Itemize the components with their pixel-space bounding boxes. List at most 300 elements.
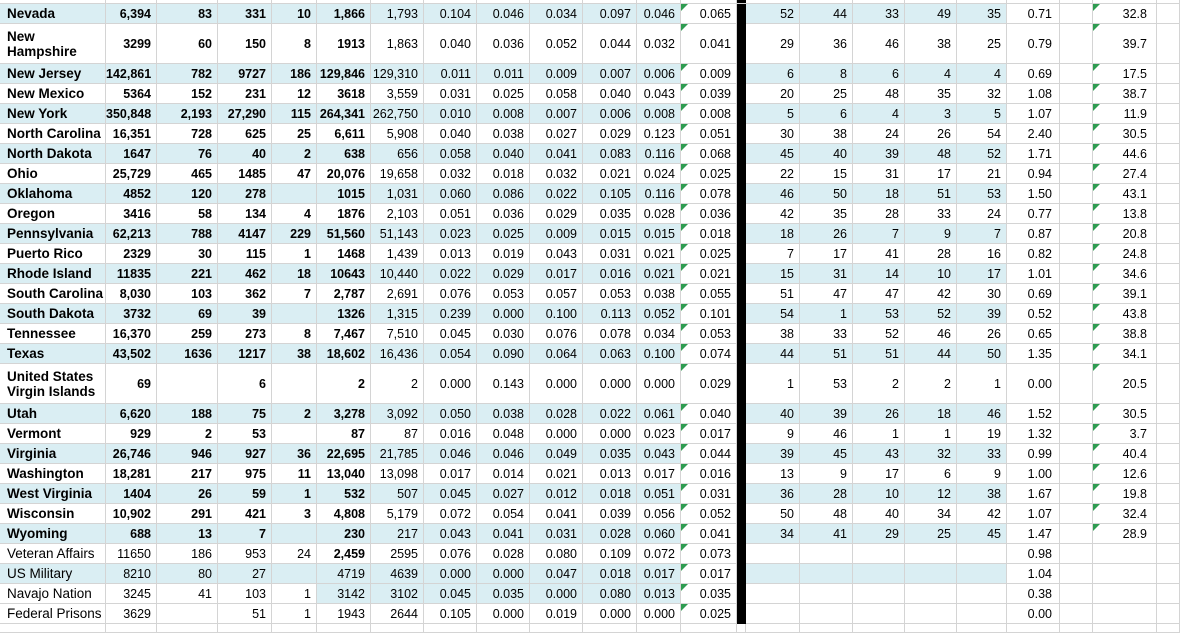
cell[interactable]: 1: [272, 584, 317, 604]
row-label[interactable]: North Carolina: [0, 124, 106, 144]
cell[interactable]: 48: [905, 144, 957, 164]
cell[interactable]: 38.7: [1093, 84, 1157, 104]
cell[interactable]: 18: [272, 264, 317, 284]
empty-cell[interactable]: [1060, 424, 1093, 444]
cell[interactable]: 52: [853, 324, 905, 344]
cell[interactable]: 0.053: [583, 284, 637, 304]
cell[interactable]: 41: [157, 584, 218, 604]
cell[interactable]: 946: [157, 444, 218, 464]
cell[interactable]: 0.019: [477, 244, 530, 264]
cell[interactable]: 1.35: [1007, 344, 1060, 364]
cell[interactable]: 0.040: [424, 124, 477, 144]
row-label[interactable]: Federal Prisons: [0, 604, 106, 624]
cell[interactable]: 115: [272, 104, 317, 124]
cell[interactable]: 421: [218, 504, 272, 524]
cell[interactable]: 3732: [106, 304, 157, 324]
empty-cell[interactable]: [1060, 444, 1093, 464]
cell[interactable]: 0.022: [424, 264, 477, 284]
empty-cell[interactable]: [1157, 404, 1180, 424]
cell[interactable]: 38: [746, 324, 800, 344]
cell[interactable]: 0.064: [530, 344, 583, 364]
empty-cell[interactable]: [1060, 504, 1093, 524]
cell[interactable]: 33: [800, 324, 853, 344]
cell[interactable]: 0.074: [681, 344, 737, 364]
cell[interactable]: 46: [853, 24, 905, 64]
cell[interactable]: 19.8: [1093, 484, 1157, 504]
cell[interactable]: 9: [957, 464, 1007, 484]
cell[interactable]: 0.000: [583, 364, 637, 404]
cell[interactable]: 0.078: [583, 324, 637, 344]
row-label[interactable]: New Mexico: [0, 84, 106, 104]
cell[interactable]: 0.019: [530, 604, 583, 624]
cell[interactable]: 273: [218, 324, 272, 344]
cell[interactable]: [853, 584, 905, 604]
cell[interactable]: 0.032: [530, 164, 583, 184]
cell[interactable]: 1485: [218, 164, 272, 184]
cell[interactable]: 0.011: [424, 64, 477, 84]
cell[interactable]: 8: [272, 24, 317, 64]
cell[interactable]: 1.32: [1007, 424, 1060, 444]
cell[interactable]: 1647: [106, 144, 157, 164]
empty-cell[interactable]: [1157, 204, 1180, 224]
cell[interactable]: 0.105: [424, 604, 477, 624]
cell[interactable]: 46: [800, 424, 853, 444]
cell[interactable]: 0.000: [637, 364, 681, 404]
cell[interactable]: 0.017: [424, 464, 477, 484]
row-label[interactable]: Veteran Affairs: [0, 544, 106, 564]
cell[interactable]: 0.025: [681, 604, 737, 624]
cell[interactable]: 1,031: [371, 184, 424, 204]
cell[interactable]: 2: [371, 364, 424, 404]
cell[interactable]: 6: [218, 364, 272, 404]
cell[interactable]: 32.8: [1093, 4, 1157, 24]
cell[interactable]: 34: [746, 524, 800, 544]
cell[interactable]: 688: [106, 524, 157, 544]
cell[interactable]: 38: [905, 24, 957, 64]
cell[interactable]: 3102: [371, 584, 424, 604]
cell[interactable]: 0.38: [1007, 584, 1060, 604]
cell[interactable]: 41: [853, 244, 905, 264]
cell[interactable]: 50: [746, 504, 800, 524]
cell[interactable]: 0.032: [637, 24, 681, 64]
cell[interactable]: 16,351: [106, 124, 157, 144]
cell[interactable]: 1,863: [371, 24, 424, 64]
cell[interactable]: 38: [800, 124, 853, 144]
cell[interactable]: 217: [371, 524, 424, 544]
empty-cell[interactable]: [1157, 24, 1180, 64]
cell[interactable]: 10,440: [371, 264, 424, 284]
cell[interactable]: 0.015: [583, 224, 637, 244]
cell[interactable]: [905, 604, 957, 624]
cell[interactable]: 17.5: [1093, 64, 1157, 84]
cell[interactable]: 51: [800, 344, 853, 364]
cell[interactable]: 0.98: [1007, 544, 1060, 564]
cell[interactable]: 4: [905, 64, 957, 84]
empty-cell[interactable]: [1157, 304, 1180, 324]
cell[interactable]: 20,076: [317, 164, 371, 184]
cell[interactable]: [1093, 604, 1157, 624]
empty-cell[interactable]: [1060, 544, 1093, 564]
cell[interactable]: 29: [746, 24, 800, 64]
cell[interactable]: 6: [746, 64, 800, 84]
cell[interactable]: 34: [905, 504, 957, 524]
cell[interactable]: 0.009: [530, 224, 583, 244]
cell[interactable]: 51,143: [371, 224, 424, 244]
cell[interactable]: 5,179: [371, 504, 424, 524]
cell[interactable]: 0.82: [1007, 244, 1060, 264]
empty-cell[interactable]: [1157, 144, 1180, 164]
cell[interactable]: 35: [905, 84, 957, 104]
empty-cell[interactable]: [1157, 504, 1180, 524]
cell[interactable]: 34.1: [1093, 344, 1157, 364]
cell[interactable]: 2,459: [317, 544, 371, 564]
cell[interactable]: 0.045: [424, 324, 477, 344]
cell[interactable]: 13,040: [317, 464, 371, 484]
cell[interactable]: 0.072: [424, 504, 477, 524]
cell[interactable]: [800, 604, 853, 624]
cell[interactable]: 46: [957, 404, 1007, 424]
row-label[interactable]: South Carolina: [0, 284, 106, 304]
cell[interactable]: 0.94: [1007, 164, 1060, 184]
cell[interactable]: 0.040: [424, 24, 477, 64]
cell[interactable]: 43: [853, 444, 905, 464]
cell[interactable]: 18: [853, 184, 905, 204]
cell[interactable]: 0.029: [583, 124, 637, 144]
cell[interactable]: [853, 544, 905, 564]
row-label[interactable]: South Dakota: [0, 304, 106, 324]
cell[interactable]: 24: [272, 544, 317, 564]
cell[interactable]: [746, 544, 800, 564]
cell[interactable]: 0.073: [681, 544, 737, 564]
cell[interactable]: 25,729: [106, 164, 157, 184]
row-label[interactable]: Pennsylvania: [0, 224, 106, 244]
cell[interactable]: 625: [218, 124, 272, 144]
cell[interactable]: 0.038: [477, 124, 530, 144]
cell[interactable]: 12: [272, 84, 317, 104]
cell[interactable]: 0.69: [1007, 284, 1060, 304]
cell[interactable]: 8: [800, 64, 853, 84]
cell[interactable]: 0.052: [681, 504, 737, 524]
cell[interactable]: 0.035: [583, 444, 637, 464]
cell[interactable]: 0.031: [583, 244, 637, 264]
cell[interactable]: 87: [317, 424, 371, 444]
row-label[interactable]: Oregon: [0, 204, 106, 224]
cell[interactable]: 0.041: [530, 504, 583, 524]
cell[interactable]: 0.00: [1007, 604, 1060, 624]
cell[interactable]: 36: [800, 24, 853, 64]
cell[interactable]: 42: [905, 284, 957, 304]
cell[interactable]: 2: [157, 424, 218, 444]
cell[interactable]: 362: [218, 284, 272, 304]
cell[interactable]: 20.8: [1093, 224, 1157, 244]
empty-cell[interactable]: [1157, 464, 1180, 484]
cell[interactable]: 18: [905, 404, 957, 424]
cell[interactable]: 0.69: [1007, 64, 1060, 84]
cell[interactable]: 0.028: [583, 524, 637, 544]
cell[interactable]: 3,559: [371, 84, 424, 104]
cell[interactable]: 0.030: [477, 324, 530, 344]
cell[interactable]: 4,808: [317, 504, 371, 524]
cell[interactable]: 5364: [106, 84, 157, 104]
cell[interactable]: [853, 564, 905, 584]
cell[interactable]: 3: [272, 504, 317, 524]
cell[interactable]: 22: [746, 164, 800, 184]
cell[interactable]: 0.017: [637, 564, 681, 584]
cell[interactable]: [957, 564, 1007, 584]
cell[interactable]: 291: [157, 504, 218, 524]
cell[interactable]: 0.052: [530, 24, 583, 64]
cell[interactable]: 39.1: [1093, 284, 1157, 304]
cell[interactable]: 4: [853, 104, 905, 124]
cell[interactable]: 0.061: [637, 404, 681, 424]
cell[interactable]: 0.051: [681, 124, 737, 144]
cell[interactable]: 0.036: [681, 204, 737, 224]
cell[interactable]: [272, 304, 317, 324]
empty-cell[interactable]: [1060, 484, 1093, 504]
empty-cell[interactable]: [1157, 84, 1180, 104]
cell[interactable]: 49: [905, 4, 957, 24]
cell[interactable]: 2,787: [317, 284, 371, 304]
row-label[interactable]: Oklahoma: [0, 184, 106, 204]
cell[interactable]: 0.041: [530, 144, 583, 164]
row-label[interactable]: Vermont: [0, 424, 106, 444]
cell[interactable]: 0.013: [637, 584, 681, 604]
cell[interactable]: 30: [957, 284, 1007, 304]
cell[interactable]: 54: [957, 124, 1007, 144]
cell[interactable]: 4639: [371, 564, 424, 584]
cell[interactable]: 259: [157, 324, 218, 344]
cell[interactable]: [157, 364, 218, 404]
cell[interactable]: 33: [905, 204, 957, 224]
cell[interactable]: 51,560: [317, 224, 371, 244]
cell[interactable]: 0.080: [583, 584, 637, 604]
cell[interactable]: 43,502: [106, 344, 157, 364]
cell[interactable]: 0.024: [637, 164, 681, 184]
empty-cell[interactable]: [1157, 164, 1180, 184]
cell[interactable]: 5,908: [371, 124, 424, 144]
cell[interactable]: [957, 584, 1007, 604]
cell[interactable]: 0.116: [637, 144, 681, 164]
cell[interactable]: 278: [218, 184, 272, 204]
cell[interactable]: 6: [800, 104, 853, 124]
cell[interactable]: 35: [800, 204, 853, 224]
cell[interactable]: 0.014: [477, 464, 530, 484]
empty-cell[interactable]: [1060, 524, 1093, 544]
cell[interactable]: 0.023: [637, 424, 681, 444]
cell[interactable]: 83: [157, 4, 218, 24]
cell[interactable]: 43.8: [1093, 304, 1157, 324]
cell[interactable]: 0.000: [530, 584, 583, 604]
cell[interactable]: 39: [853, 144, 905, 164]
cell[interactable]: 8210: [106, 564, 157, 584]
cell[interactable]: 0.055: [681, 284, 737, 304]
cell[interactable]: 0.028: [477, 544, 530, 564]
cell[interactable]: 4719: [317, 564, 371, 584]
cell[interactable]: 0.029: [681, 364, 737, 404]
cell[interactable]: 40.4: [1093, 444, 1157, 464]
cell[interactable]: 13: [157, 524, 218, 544]
cell[interactable]: 0.031: [424, 84, 477, 104]
cell[interactable]: 0.008: [681, 104, 737, 124]
cell[interactable]: 0.018: [681, 224, 737, 244]
cell[interactable]: 69: [106, 364, 157, 404]
cell[interactable]: 40: [218, 144, 272, 164]
empty-cell[interactable]: [1060, 204, 1093, 224]
empty-cell[interactable]: [1060, 164, 1093, 184]
cell[interactable]: 0.053: [477, 284, 530, 304]
cell[interactable]: 24.8: [1093, 244, 1157, 264]
cell[interactable]: 6,620: [106, 404, 157, 424]
cell[interactable]: 42: [746, 204, 800, 224]
cell[interactable]: 0.000: [583, 604, 637, 624]
cell[interactable]: 0.036: [477, 24, 530, 64]
cell[interactable]: 47: [800, 284, 853, 304]
cell[interactable]: 129,310: [371, 64, 424, 84]
cell[interactable]: 0.123: [637, 124, 681, 144]
cell[interactable]: 0.065: [681, 4, 737, 24]
cell[interactable]: 7,510: [371, 324, 424, 344]
cell[interactable]: 25: [957, 24, 1007, 64]
empty-cell[interactable]: [1157, 64, 1180, 84]
cell[interactable]: 0.046: [424, 444, 477, 464]
cell[interactable]: 54: [746, 304, 800, 324]
cell[interactable]: 0.035: [477, 584, 530, 604]
cell[interactable]: 0.016: [681, 464, 737, 484]
row-label[interactable]: Texas: [0, 344, 106, 364]
cell[interactable]: 0.87: [1007, 224, 1060, 244]
cell[interactable]: 26: [853, 404, 905, 424]
cell[interactable]: 58: [157, 204, 218, 224]
cell[interactable]: 15: [746, 264, 800, 284]
cell[interactable]: 5: [746, 104, 800, 124]
cell[interactable]: 103: [218, 584, 272, 604]
cell[interactable]: 0.71: [1007, 4, 1060, 24]
cell[interactable]: 465: [157, 164, 218, 184]
cell[interactable]: 32: [905, 444, 957, 464]
row-label[interactable]: Ohio: [0, 164, 106, 184]
cell[interactable]: 26: [957, 324, 1007, 344]
cell[interactable]: 0.083: [583, 144, 637, 164]
cell[interactable]: 44.6: [1093, 144, 1157, 164]
cell[interactable]: 103: [157, 284, 218, 304]
empty-cell[interactable]: [1060, 104, 1093, 124]
cell[interactable]: 0.049: [530, 444, 583, 464]
empty-cell[interactable]: [1157, 4, 1180, 24]
row-label[interactable]: New York: [0, 104, 106, 124]
cell[interactable]: 638: [317, 144, 371, 164]
empty-cell[interactable]: [1060, 24, 1093, 64]
cell[interactable]: 0.027: [530, 124, 583, 144]
cell[interactable]: 38: [272, 344, 317, 364]
cell[interactable]: 22,695: [317, 444, 371, 464]
empty-cell[interactable]: [1060, 324, 1093, 344]
cell[interactable]: 0.017: [681, 564, 737, 584]
cell[interactable]: 1217: [218, 344, 272, 364]
cell[interactable]: 0.046: [637, 4, 681, 24]
cell[interactable]: 12: [905, 484, 957, 504]
empty-cell[interactable]: [1157, 424, 1180, 444]
cell[interactable]: 30: [746, 124, 800, 144]
cell[interactable]: 1.50: [1007, 184, 1060, 204]
cell[interactable]: 39: [746, 444, 800, 464]
cell[interactable]: 230: [317, 524, 371, 544]
cell[interactable]: 0.029: [530, 204, 583, 224]
cell[interactable]: 3.7: [1093, 424, 1157, 444]
cell[interactable]: 10: [853, 484, 905, 504]
cell[interactable]: 0.105: [583, 184, 637, 204]
cell[interactable]: 0.018: [583, 484, 637, 504]
cell[interactable]: 2: [853, 364, 905, 404]
cell[interactable]: 9: [746, 424, 800, 444]
row-label[interactable]: North Dakota: [0, 144, 106, 164]
row-label[interactable]: Wisconsin: [0, 504, 106, 524]
cell[interactable]: 2595: [371, 544, 424, 564]
cell[interactable]: 25: [905, 524, 957, 544]
cell[interactable]: 1: [272, 484, 317, 504]
cell[interactable]: 6,611: [317, 124, 371, 144]
cell[interactable]: 18: [746, 224, 800, 244]
empty-cell[interactable]: [1060, 64, 1093, 84]
cell[interactable]: 1636: [157, 344, 218, 364]
cell[interactable]: 0.016: [424, 424, 477, 444]
cell[interactable]: 462: [218, 264, 272, 284]
cell[interactable]: 0.023: [424, 224, 477, 244]
cell[interactable]: 0.021: [637, 244, 681, 264]
cell[interactable]: 0.050: [424, 404, 477, 424]
empty-cell[interactable]: [1157, 524, 1180, 544]
cell[interactable]: 46: [905, 324, 957, 344]
cell[interactable]: 0.029: [477, 264, 530, 284]
cell[interactable]: 39.7: [1093, 24, 1157, 64]
cell[interactable]: 33: [853, 4, 905, 24]
cell[interactable]: 51: [746, 284, 800, 304]
cell[interactable]: 12.6: [1093, 464, 1157, 484]
cell[interactable]: 1,793: [371, 4, 424, 24]
cell[interactable]: 28: [905, 244, 957, 264]
row-label[interactable]: Navajo Nation: [0, 584, 106, 604]
cell[interactable]: 6,394: [106, 4, 157, 24]
cell[interactable]: 0.034: [637, 324, 681, 344]
cell[interactable]: 19,658: [371, 164, 424, 184]
cell[interactable]: 0.054: [477, 504, 530, 524]
cell[interactable]: 59: [218, 484, 272, 504]
cell[interactable]: 0.000: [530, 424, 583, 444]
empty-cell[interactable]: [1060, 344, 1093, 364]
cell[interactable]: 39: [218, 304, 272, 324]
cell[interactable]: 45: [746, 144, 800, 164]
cell[interactable]: 0.039: [681, 84, 737, 104]
cell[interactable]: 0.000: [530, 364, 583, 404]
cell[interactable]: 262,750: [371, 104, 424, 124]
cell[interactable]: 0.027: [477, 484, 530, 504]
cell[interactable]: 8,030: [106, 284, 157, 304]
cell[interactable]: 0.022: [583, 404, 637, 424]
cell[interactable]: 1,315: [371, 304, 424, 324]
cell[interactable]: 0.021: [637, 264, 681, 284]
empty-cell[interactable]: [1157, 444, 1180, 464]
cell[interactable]: 4: [957, 64, 1007, 84]
cell[interactable]: 0.058: [424, 144, 477, 164]
cell[interactable]: 43.1: [1093, 184, 1157, 204]
cell[interactable]: 6: [853, 64, 905, 84]
cell[interactable]: 50: [957, 344, 1007, 364]
cell[interactable]: 0.109: [583, 544, 637, 564]
cell[interactable]: 40: [853, 504, 905, 524]
row-label[interactable]: United States Virgin Islands: [0, 364, 106, 404]
empty-cell[interactable]: [1060, 604, 1093, 624]
cell[interactable]: 18,602: [317, 344, 371, 364]
cell[interactable]: 120: [157, 184, 218, 204]
